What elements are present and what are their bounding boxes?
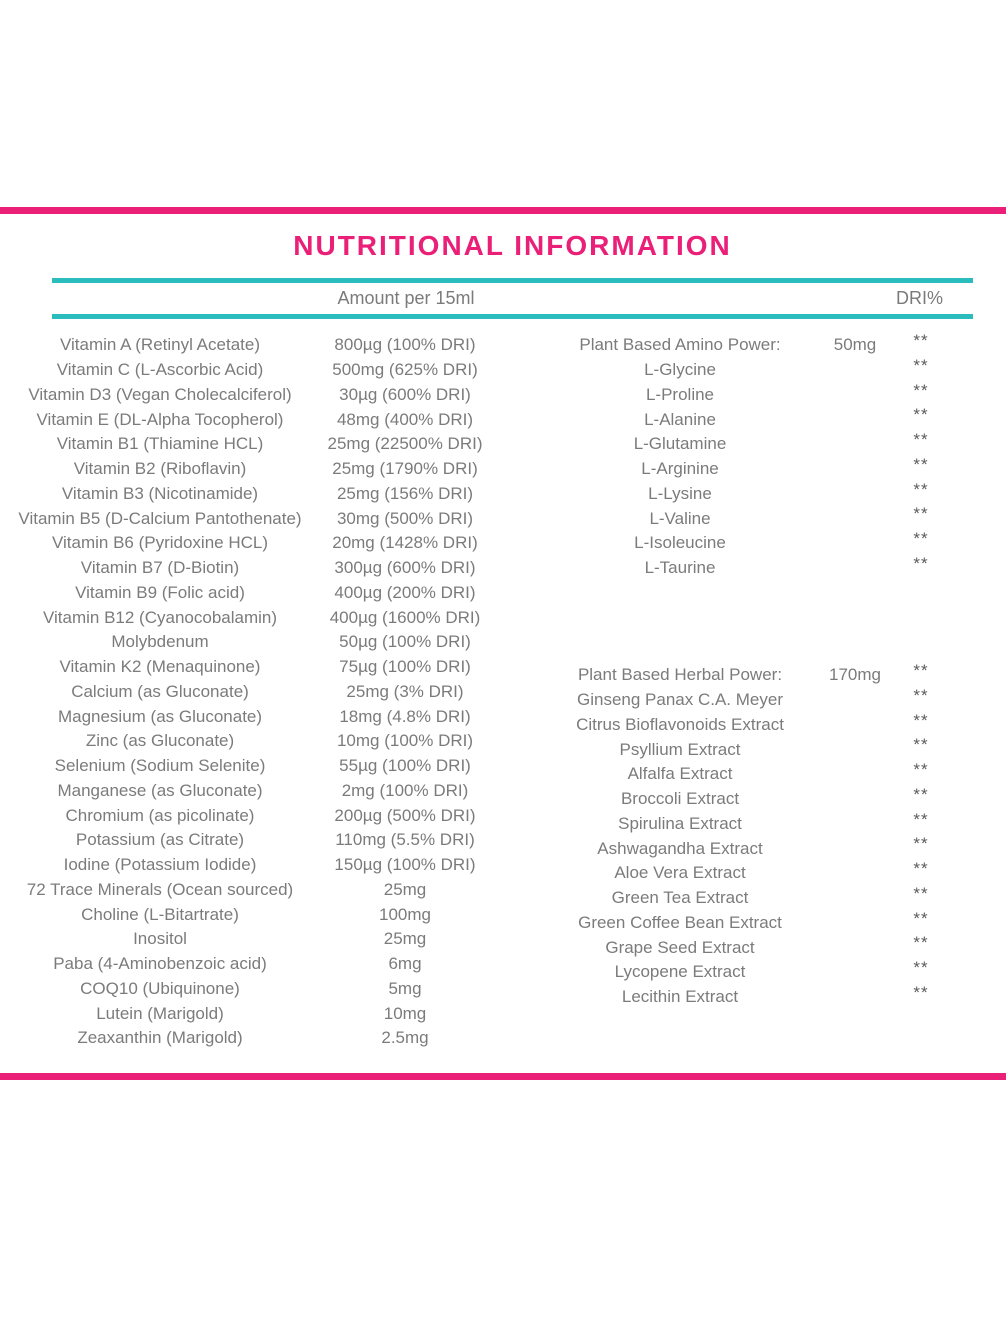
ingredient-name: Green Coffee Bean Extract bbox=[578, 912, 782, 932]
nutrient-amount: 2mg (100% DRI) bbox=[341, 780, 469, 800]
header-bottom-rule bbox=[52, 314, 973, 319]
table-row bbox=[0, 482, 495, 507]
table-row bbox=[0, 977, 495, 1002]
ingredient-name: Psyllium Extract bbox=[619, 739, 741, 759]
dri-asterisks: ** bbox=[913, 784, 929, 804]
nutrient-name: Vitamin B7 (D-Biotin) bbox=[80, 558, 240, 578]
table-row bbox=[0, 704, 495, 729]
table-row bbox=[0, 927, 495, 952]
ingredient-name: L-Isoleucine bbox=[634, 533, 726, 553]
table-row bbox=[500, 935, 1006, 960]
dri-asterisks: ** bbox=[913, 553, 929, 573]
nutrient-name: Vitamin B2 (Riboflavin) bbox=[73, 459, 247, 479]
nutrient-amount: 500mg (625% DRI) bbox=[332, 360, 478, 380]
nutrient-name: Choline (L-Bitartrate) bbox=[81, 904, 239, 924]
table-row bbox=[500, 784, 1006, 812]
nutrient-amount: 55µg (100% DRI) bbox=[339, 756, 471, 776]
table-row bbox=[500, 479, 1006, 507]
ingredient-name: Lycopene Extract bbox=[614, 962, 746, 982]
dri-asterisks: ** bbox=[913, 430, 929, 449]
dri-asterisks: ** bbox=[913, 908, 929, 928]
table-row bbox=[0, 878, 495, 903]
table-row bbox=[0, 952, 495, 977]
table-row bbox=[0, 581, 495, 606]
nutrient-name: Vitamin B9 (Folic acid) bbox=[75, 582, 245, 602]
table-row bbox=[500, 553, 1006, 581]
dri-asterisks: ** bbox=[913, 331, 929, 350]
ingredient-name: Green Tea Extract bbox=[611, 888, 749, 908]
table-row bbox=[500, 432, 1006, 457]
ingredient-amount: 50mg bbox=[833, 335, 877, 355]
ingredient-name: Broccoli Extract bbox=[620, 789, 740, 809]
table-row bbox=[500, 737, 1006, 762]
table-row bbox=[500, 531, 1006, 556]
nutrient-name: Iodine (Potassium Iodide) bbox=[63, 855, 257, 875]
table-row bbox=[500, 663, 1006, 688]
nutrient-amount: 6mg bbox=[388, 954, 422, 974]
table-row bbox=[500, 355, 1006, 383]
nutrient-amount: 18mg (4.8% DRI) bbox=[339, 706, 471, 726]
top-divider-line bbox=[0, 207, 1006, 214]
table-row bbox=[500, 982, 1006, 1010]
nutrient-amount: 110mg (5.5% DRI) bbox=[335, 830, 475, 850]
dri-asterisks: ** bbox=[913, 809, 929, 829]
table-row bbox=[500, 960, 1006, 985]
herbal-extracts-section bbox=[500, 663, 1006, 1010]
nutrient-amount: 30mg (500% DRI) bbox=[336, 508, 474, 528]
table-row bbox=[0, 779, 495, 804]
table-row bbox=[500, 861, 1006, 886]
nutrient-name: Vitamin E (DL-Alpha Tocopherol) bbox=[36, 409, 284, 429]
table-row bbox=[0, 754, 495, 779]
ingredient-name: Citrus Bioflavonoids Extract bbox=[576, 714, 784, 734]
ingredient-name: Ashwagandha Extract bbox=[597, 838, 763, 858]
nutrient-name: Manganese (as Gluconate) bbox=[57, 780, 263, 800]
dri-asterisks: ** bbox=[913, 859, 929, 878]
ingredient-name: L-Taurine bbox=[644, 558, 716, 578]
table-row bbox=[0, 333, 495, 358]
dri-asterisks: ** bbox=[913, 958, 929, 977]
nutrient-name: 72 Trace Minerals (Ocean sourced) bbox=[26, 879, 294, 899]
nutrient-name: Molybdenum bbox=[111, 632, 209, 652]
bottom-divider-line bbox=[0, 1073, 1006, 1080]
table-row bbox=[0, 655, 495, 680]
nutrient-amount: 400µg (200% DRI) bbox=[334, 582, 476, 602]
nutrient-name: Vitamin D3 (Vegan Cholecalciferol) bbox=[28, 384, 292, 404]
ingredient-name: L-Glutamine bbox=[633, 434, 727, 454]
nutrient-amount: 200µg (500% DRI) bbox=[334, 805, 476, 825]
nutrient-name: Vitamin B6 (Pyridoxine HCL) bbox=[51, 533, 269, 553]
nutrient-name: Selenium (Sodium Selenite) bbox=[54, 756, 266, 776]
nutrient-amount: 25mg bbox=[383, 879, 427, 899]
nutrient-name: Vitamin B12 (Cyanocobalamin) bbox=[42, 607, 278, 627]
table-row bbox=[500, 454, 1006, 482]
nutrient-amount: 5mg bbox=[388, 978, 422, 998]
table-row bbox=[0, 1026, 495, 1051]
nutrient-name: Vitamin B1 (Thiamine HCL) bbox=[56, 434, 264, 454]
dri-asterisks: ** bbox=[913, 685, 929, 705]
dri-asterisks: ** bbox=[913, 834, 929, 854]
ingredient-name: L-Valine bbox=[649, 508, 711, 528]
nutrient-name: COQ10 (Ubiquinone) bbox=[80, 978, 240, 998]
table-row bbox=[0, 605, 495, 630]
ingredient-name: L-Glycine bbox=[644, 360, 716, 380]
nutrient-amount: 25mg (3% DRI) bbox=[346, 681, 464, 701]
table-row bbox=[500, 685, 1006, 713]
table-row bbox=[500, 762, 1006, 787]
nutrient-amount: 800µg (100% DRI) bbox=[334, 335, 476, 355]
table-row bbox=[0, 902, 495, 927]
nutrient-amount: 100mg bbox=[379, 904, 431, 924]
nutrient-name: Magnesium (as Gluconate) bbox=[57, 706, 263, 726]
ingredient-name: Aloe Vera Extract bbox=[614, 863, 746, 883]
nutrient-amount: 10mg (100% DRI) bbox=[336, 731, 474, 751]
table-row bbox=[500, 710, 1006, 738]
ingredient-name: L-Proline bbox=[645, 384, 715, 404]
table-row bbox=[0, 506, 495, 531]
ingredient-name: L-Lysine bbox=[648, 483, 712, 503]
ingredient-name: Grape Seed Extract bbox=[605, 937, 755, 957]
ingredient-name: Lecithin Extract bbox=[621, 987, 739, 1007]
nutrient-amount: 10mg bbox=[383, 1003, 427, 1023]
dri-asterisks: ** bbox=[913, 479, 929, 499]
nutrient-amount: 75µg (100% DRI) bbox=[339, 657, 471, 677]
nutrient-name: Potassium (as Citrate) bbox=[75, 830, 245, 850]
amino-acids-section bbox=[500, 333, 1006, 581]
nutrient-amount: 2.5mg bbox=[381, 1028, 429, 1048]
table-row bbox=[0, 803, 495, 828]
dri-asterisks: ** bbox=[913, 454, 929, 474]
dri-asterisks: ** bbox=[913, 982, 929, 1002]
nutrient-name: Vitamin K2 (Menaquinone) bbox=[59, 657, 261, 677]
table-row bbox=[500, 407, 1006, 432]
table-row bbox=[500, 836, 1006, 861]
nutrient-amount: 150µg (100% DRI) bbox=[334, 855, 476, 875]
dri-asterisks: ** bbox=[913, 933, 929, 953]
table-row bbox=[0, 1001, 495, 1026]
dri-asterisks: ** bbox=[913, 380, 929, 400]
page-title: NUTRITIONAL INFORMATION bbox=[293, 230, 732, 261]
nutrient-amount: 50µg (100% DRI) bbox=[339, 632, 471, 652]
table-row bbox=[0, 729, 495, 754]
nutrient-name: Vitamin B5 (D-Calcium Pantothenate) bbox=[18, 508, 302, 528]
dri-asterisks: ** bbox=[913, 760, 929, 779]
dri-asterisks: ** bbox=[913, 710, 929, 730]
nutrient-amount: 25mg (156% DRI) bbox=[336, 483, 474, 503]
dri-asterisks: ** bbox=[913, 735, 929, 755]
dri-asterisks: ** bbox=[913, 504, 929, 524]
table-row bbox=[0, 630, 495, 655]
dri-asterisks: ** bbox=[913, 661, 929, 680]
amount-column-header: Amount per 15ml bbox=[337, 288, 475, 308]
table-row bbox=[500, 809, 1006, 837]
nutrient-name: Zinc (as Gluconate) bbox=[85, 731, 235, 751]
ingredient-name: Alfalfa Extract bbox=[627, 764, 733, 784]
table-row bbox=[0, 853, 495, 878]
dri-asterisks: ** bbox=[913, 883, 929, 903]
nutrient-amount: 400µg (1600% DRI) bbox=[329, 607, 481, 627]
ingredient-name: L-Alanine bbox=[644, 409, 716, 429]
nutrient-name: Calcium (as Gluconate) bbox=[71, 681, 249, 701]
table-row bbox=[500, 908, 1006, 936]
table-row bbox=[0, 383, 495, 408]
nutrient-amount: 48mg (400% DRI) bbox=[336, 409, 474, 429]
ingredient-name: Plant Based Herbal Power: bbox=[577, 665, 783, 685]
table-row bbox=[0, 531, 495, 556]
table-row bbox=[0, 828, 495, 853]
table-row bbox=[500, 883, 1006, 911]
nutrient-name: Zeaxanthin (Marigold) bbox=[77, 1028, 243, 1048]
nutrient-name: Vitamin A (Retinyl Acetate) bbox=[59, 335, 260, 355]
dri-asterisks: ** bbox=[913, 405, 929, 425]
table-row bbox=[0, 457, 495, 482]
nutrient-amount: 25mg bbox=[383, 929, 427, 949]
table-row bbox=[0, 358, 495, 383]
nutrient-amount: 30µg (600% DRI) bbox=[339, 384, 471, 404]
ingredient-name: L-Arginine bbox=[641, 459, 719, 479]
nutrient-amount: 300µg (600% DRI) bbox=[334, 558, 476, 578]
ingredient-name: Plant Based Amino Power: bbox=[579, 335, 781, 355]
nutrient-amount: 20mg (1428% DRI) bbox=[332, 533, 478, 553]
nutrient-name: Vitamin B3 (Nicotinamide) bbox=[61, 483, 259, 503]
table-row bbox=[500, 333, 1006, 358]
nutrient-name: Lutein (Marigold) bbox=[96, 1003, 224, 1023]
table-row bbox=[0, 680, 495, 705]
dri-column-header: DRI% bbox=[895, 288, 943, 308]
ingredient-name: Spirulina Extract bbox=[618, 813, 742, 833]
nutrient-name: Chromium (as picolinate) bbox=[65, 805, 255, 825]
table-row bbox=[0, 556, 495, 581]
dri-asterisks: ** bbox=[913, 529, 929, 548]
ingredient-amount: 170mg bbox=[829, 665, 881, 685]
nutrient-name: Inositol bbox=[133, 929, 187, 949]
nutrients-column bbox=[0, 333, 495, 1051]
nutrient-name: Paba (4-Aminobenzoic acid) bbox=[53, 954, 267, 974]
ingredient-name: Ginseng Panax C.A. Meyer bbox=[577, 690, 783, 710]
nutrient-name: Vitamin C (L-Ascorbic Acid) bbox=[56, 360, 264, 380]
table-row bbox=[500, 506, 1006, 531]
table-row bbox=[500, 380, 1006, 408]
table-row bbox=[0, 407, 495, 432]
nutrient-amount: 25mg (22500% DRI) bbox=[327, 434, 483, 454]
dri-asterisks: ** bbox=[913, 355, 929, 375]
nutrient-amount: 25mg (1790% DRI) bbox=[332, 459, 478, 479]
table-row bbox=[0, 432, 495, 457]
